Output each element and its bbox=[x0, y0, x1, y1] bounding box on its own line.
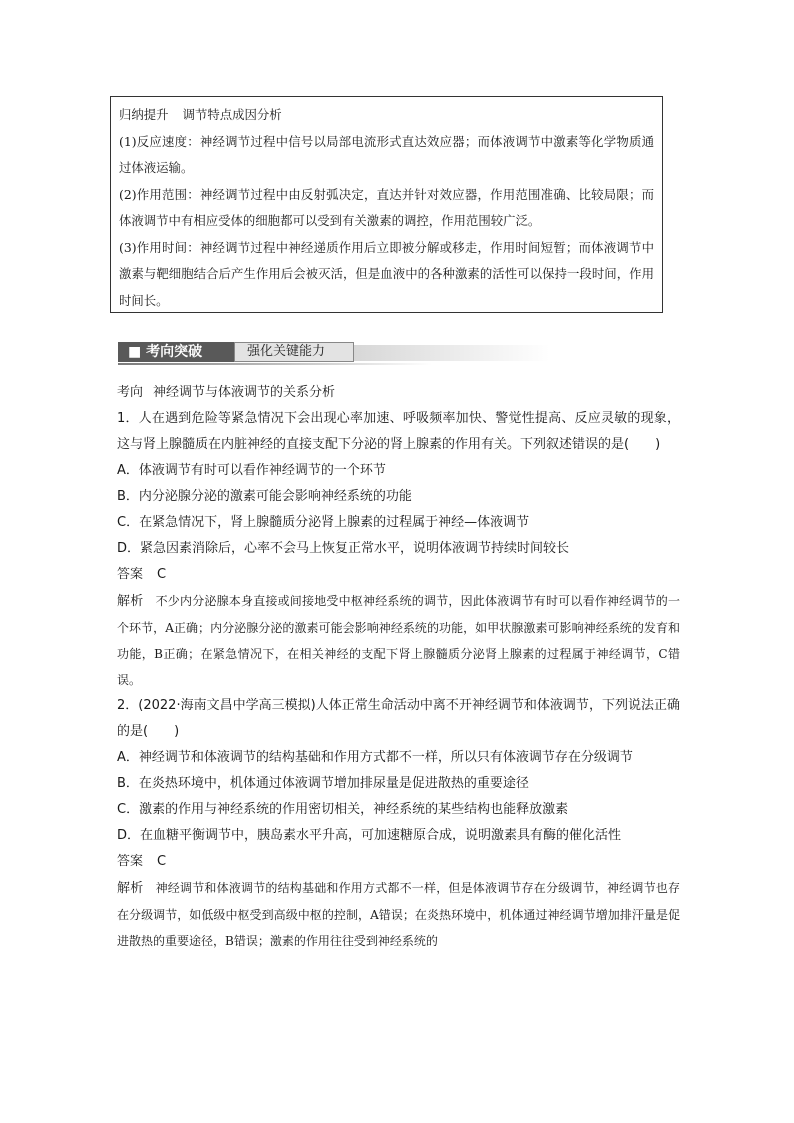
q2-answer-label: 答案 bbox=[117, 854, 144, 869]
summary-box bbox=[110, 96, 663, 313]
summary-item-2: (2)作用范围：神经调节过程中由反射弧决定，直达并针对效应器，作用范围准确、比较局限；而体液调节中有相应受体的细胞都可以受到有关激素的调控，作用范围较广泛。 bbox=[119, 186, 654, 228]
q1-explain-text: 不少内分泌腺本身直接或间接地受中枢神经系统的调节，因此体液调节有时可以看作神经调节的一个环节，A正确；内分泌腺分泌的激素可能会影响神经系统的功能，如甲状腺激素可影响神经系统的发育和功能，B正确；在紧急情况下，在相关神经的支配下肾上腺髓质分泌肾上腺素的过程属于神经调节，C错误。 bbox=[117, 594, 680, 687]
section-label: 考向 bbox=[117, 385, 144, 400]
banner-underline bbox=[118, 363, 432, 365]
section-heading bbox=[117, 380, 680, 406]
q1-option-d: D．紧急因素消除后，心率不会马上恢复正常水平，说明体液调节持续时间较长 bbox=[117, 541, 570, 556]
section-banner bbox=[118, 341, 432, 365]
summary-heading: 归纳提升 bbox=[119, 107, 169, 122]
q1-explain-label: 解析 bbox=[117, 594, 144, 609]
summary-item-3: (3)作用时间：神经调节过程中神经递质作用后立即被分解或移走，作用时间短暂；而体液调节中激素与靶细胞结合后产生作用后会被灭活，但是血液中的各种激素的活性可以保持一段时间，作用时间长。 bbox=[119, 239, 654, 308]
q1-stem: 1．人在遇到危险等紧急情况下会出现心率加速、呼吸频率加快、警觉性提高、反应灵敏的现象，这与肾上腺髓质在内脏神经的直接支配下分泌的肾上腺素的作用有关。下列叙述错误的是( ) bbox=[117, 411, 680, 452]
summary-item-1: (1)反应速度：神经调节过程中信号以局部电流形式直达效应器；而体液调节中激素等化学物质通过体液运输。 bbox=[119, 133, 654, 175]
section-title: 神经调节与体液调节的关系分析 bbox=[153, 385, 336, 400]
main-content bbox=[117, 380, 680, 954]
q1-option-c: C．在紧急情况下，肾上腺髓质分泌肾上腺素的过程属于神经—体液调节 bbox=[117, 515, 530, 530]
summary-subheading: 调节特点成因分析 bbox=[182, 107, 282, 122]
banner-fade bbox=[354, 345, 550, 361]
q1-answer-label: 答案 bbox=[117, 567, 144, 582]
summary-title bbox=[119, 102, 654, 129]
q2-option-c: C．激素的作用与神经系统的作用密切相关，神经系统的某些结构也能释放激素 bbox=[117, 802, 569, 817]
q2-answer bbox=[117, 849, 680, 875]
q1-option-b: B．内分泌腺分泌的激素可能会影响神经系统的功能 bbox=[117, 489, 412, 504]
q2-option-b: B．在炎热环境中，机体通过体液调节增加排尿量是促进散热的重要途径 bbox=[117, 776, 529, 791]
q1-explanation bbox=[117, 588, 680, 693]
q1-answer bbox=[117, 562, 680, 588]
q2-answer-value: C bbox=[157, 854, 167, 869]
q2-option-d: D．在血糖平衡调节中，胰岛素水平升高，可加速糖原合成，说明激素具有酶的催化活性 bbox=[117, 828, 622, 843]
q2-stem: 2．(2022·海南文昌中学高三模拟)人体正常生命活动中离不开神经调节和体液调节，下列说法正确的是( ) bbox=[117, 698, 680, 739]
q1-answer-value: C bbox=[157, 567, 167, 582]
q2-explain-label: 解析 bbox=[117, 881, 144, 896]
q1-option-a: A．体液调节有时可以看作神经调节的一个环节 bbox=[117, 463, 386, 478]
q2-option-a: A．神经调节和体液调节的结构基础和作用方式都不一样，所以只有体液调节存在分级调节 bbox=[117, 750, 633, 765]
q2-explanation bbox=[117, 875, 680, 954]
banner-left-label: ■ 考向突破 bbox=[118, 342, 234, 362]
q2-explain-text: 神经调节和体液调节的结构基础和作用方式都不一样，但是体液调节存在分级调节，神经调节也存在分级调节，如低级中枢受到高级中枢的控制，A错误；在炎热环境中，机体通过神经调节增加排汗量是促进散热的重要途径，B错误；激素的作用往往受到神经系统的 bbox=[117, 881, 680, 948]
banner-right-label: 强化关键能力 bbox=[234, 342, 354, 362]
